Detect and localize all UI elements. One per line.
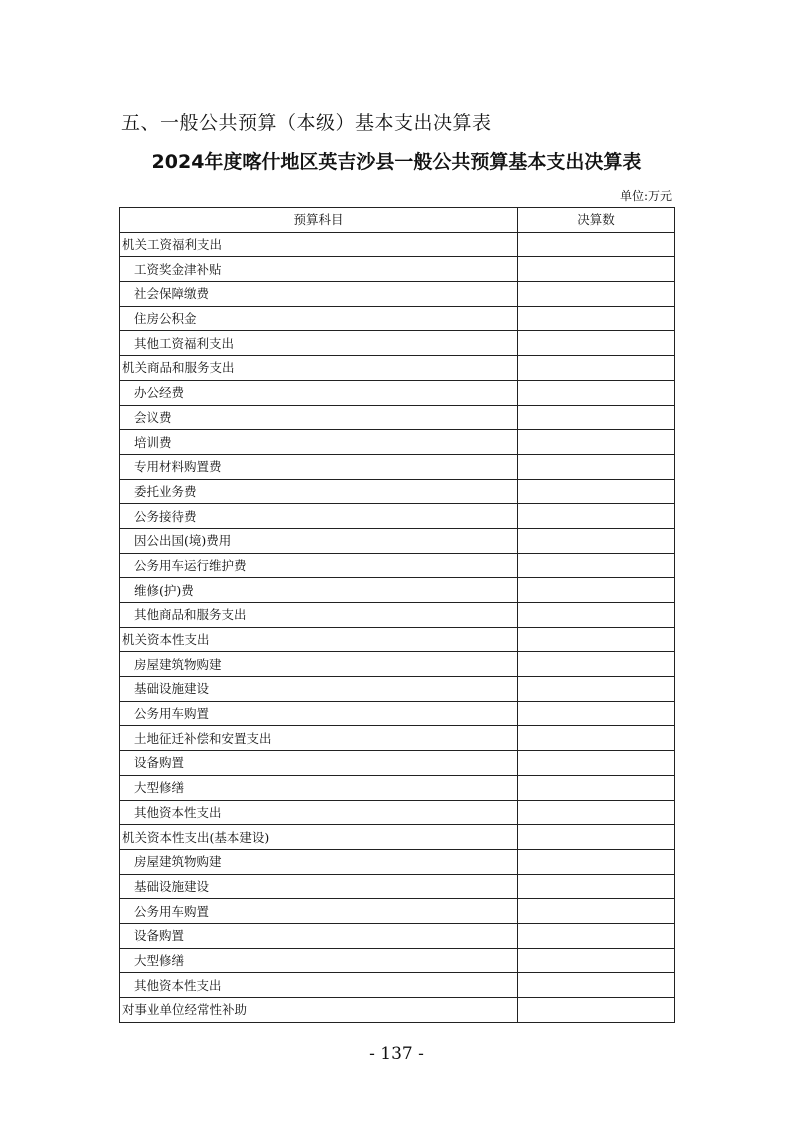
subcategory-label: 办公经费 (120, 380, 518, 405)
table-row (120, 257, 675, 282)
table-row (120, 454, 675, 479)
final-amount-cell (518, 874, 675, 899)
table-row (120, 430, 675, 455)
final-amount-cell (518, 923, 675, 948)
subcategory-label: 其他资本性支出 (120, 973, 518, 998)
table-row (120, 479, 675, 504)
table-row (120, 553, 675, 578)
final-amount-cell (518, 553, 675, 578)
unit-label: 单位:万元 (619, 189, 672, 203)
table-row (120, 652, 675, 677)
table-row (120, 899, 675, 924)
table-row (120, 998, 675, 1023)
subcategory-label: 房屋建筑物购建 (120, 652, 518, 677)
final-amount-cell (518, 726, 675, 751)
category-label: 对事业单位经常性补助 (120, 998, 518, 1023)
table-row (120, 627, 675, 652)
subcategory-label: 维修(护)费 (120, 578, 518, 603)
table-row (120, 282, 675, 307)
final-amount-cell (518, 948, 675, 973)
section-heading: 五、一般公共预算（本级）基本支出决算表 (121, 112, 492, 134)
table-row (120, 380, 675, 405)
table-row (120, 677, 675, 702)
page-number: - 137 - (369, 1044, 424, 1064)
header-budget-item: 预算科目 (120, 208, 518, 233)
category-label: 机关资本性支出(基本建设) (120, 825, 518, 850)
table-row (120, 948, 675, 973)
subcategory-label: 其他工资福利支出 (120, 331, 518, 356)
table-row (120, 331, 675, 356)
final-amount-cell (518, 331, 675, 356)
table-row (120, 923, 675, 948)
table-row (120, 528, 675, 553)
final-amount-cell (518, 973, 675, 998)
final-amount-cell (518, 899, 675, 924)
subcategory-label: 公务用车运行维护费 (120, 553, 518, 578)
table-row (120, 973, 675, 998)
final-amount-cell (518, 627, 675, 652)
table-row (120, 232, 675, 257)
final-amount-cell (518, 282, 675, 307)
final-amount-cell (518, 998, 675, 1023)
subcategory-label: 基础设施建设 (120, 874, 518, 899)
subcategory-label: 工资奖金津补贴 (120, 257, 518, 282)
table-row (120, 800, 675, 825)
subcategory-label: 培训费 (120, 430, 518, 455)
final-amount-cell (518, 578, 675, 603)
subcategory-label: 委托业务费 (120, 479, 518, 504)
table-row (120, 405, 675, 430)
subcategory-label: 住房公积金 (120, 306, 518, 331)
final-amount-cell (518, 825, 675, 850)
subcategory-label: 设备购置 (120, 751, 518, 776)
final-amount-cell (518, 232, 675, 257)
final-amount-cell (518, 751, 675, 776)
table-row (120, 701, 675, 726)
table-row (120, 849, 675, 874)
subcategory-label: 公务接待费 (120, 504, 518, 529)
final-amount-cell (518, 701, 675, 726)
final-amount-cell (518, 430, 675, 455)
final-amount-cell (518, 380, 675, 405)
final-amount-cell (518, 454, 675, 479)
final-amount-cell (518, 603, 675, 628)
final-amount-cell (518, 405, 675, 430)
table-row (120, 775, 675, 800)
subcategory-label: 设备购置 (120, 923, 518, 948)
subcategory-label: 房屋建筑物购建 (120, 849, 518, 874)
final-amount-cell (518, 652, 675, 677)
table-row (120, 306, 675, 331)
subcategory-label: 大型修缮 (120, 775, 518, 800)
subcategory-label: 专用材料购置费 (120, 454, 518, 479)
subcategory-label: 公务用车购置 (120, 701, 518, 726)
subcategory-label: 因公出国(境)费用 (120, 528, 518, 553)
header-final-amount: 决算数 (518, 208, 675, 233)
subcategory-label: 其他商品和服务支出 (120, 603, 518, 628)
final-amount-cell (518, 479, 675, 504)
final-amount-cell (518, 257, 675, 282)
budget-table (119, 207, 675, 1023)
final-amount-cell (518, 356, 675, 381)
final-amount-cell (518, 677, 675, 702)
subcategory-label: 会议费 (120, 405, 518, 430)
table-row (120, 603, 675, 628)
table-body (120, 232, 675, 1022)
final-amount-cell (518, 775, 675, 800)
table-title: 2024年度喀什地区英吉沙县一般公共预算基本支出决算表 (151, 151, 642, 173)
final-amount-cell (518, 800, 675, 825)
table-row (120, 751, 675, 776)
subcategory-label: 大型修缮 (120, 948, 518, 973)
subcategory-label: 公务用车购置 (120, 899, 518, 924)
table-row (120, 504, 675, 529)
final-amount-cell (518, 504, 675, 529)
table-row (120, 356, 675, 381)
table-row (120, 825, 675, 850)
table-row (120, 578, 675, 603)
subcategory-label: 社会保障缴费 (120, 282, 518, 307)
table-row (120, 726, 675, 751)
table-row (120, 874, 675, 899)
subcategory-label: 其他资本性支出 (120, 800, 518, 825)
final-amount-cell (518, 306, 675, 331)
final-amount-cell (518, 849, 675, 874)
table-header-row (120, 208, 675, 233)
subcategory-label: 基础设施建设 (120, 677, 518, 702)
category-label: 机关资本性支出 (120, 627, 518, 652)
category-label: 机关工资福利支出 (120, 232, 518, 257)
subcategory-label: 土地征迁补偿和安置支出 (120, 726, 518, 751)
final-amount-cell (518, 528, 675, 553)
category-label: 机关商品和服务支出 (120, 356, 518, 381)
